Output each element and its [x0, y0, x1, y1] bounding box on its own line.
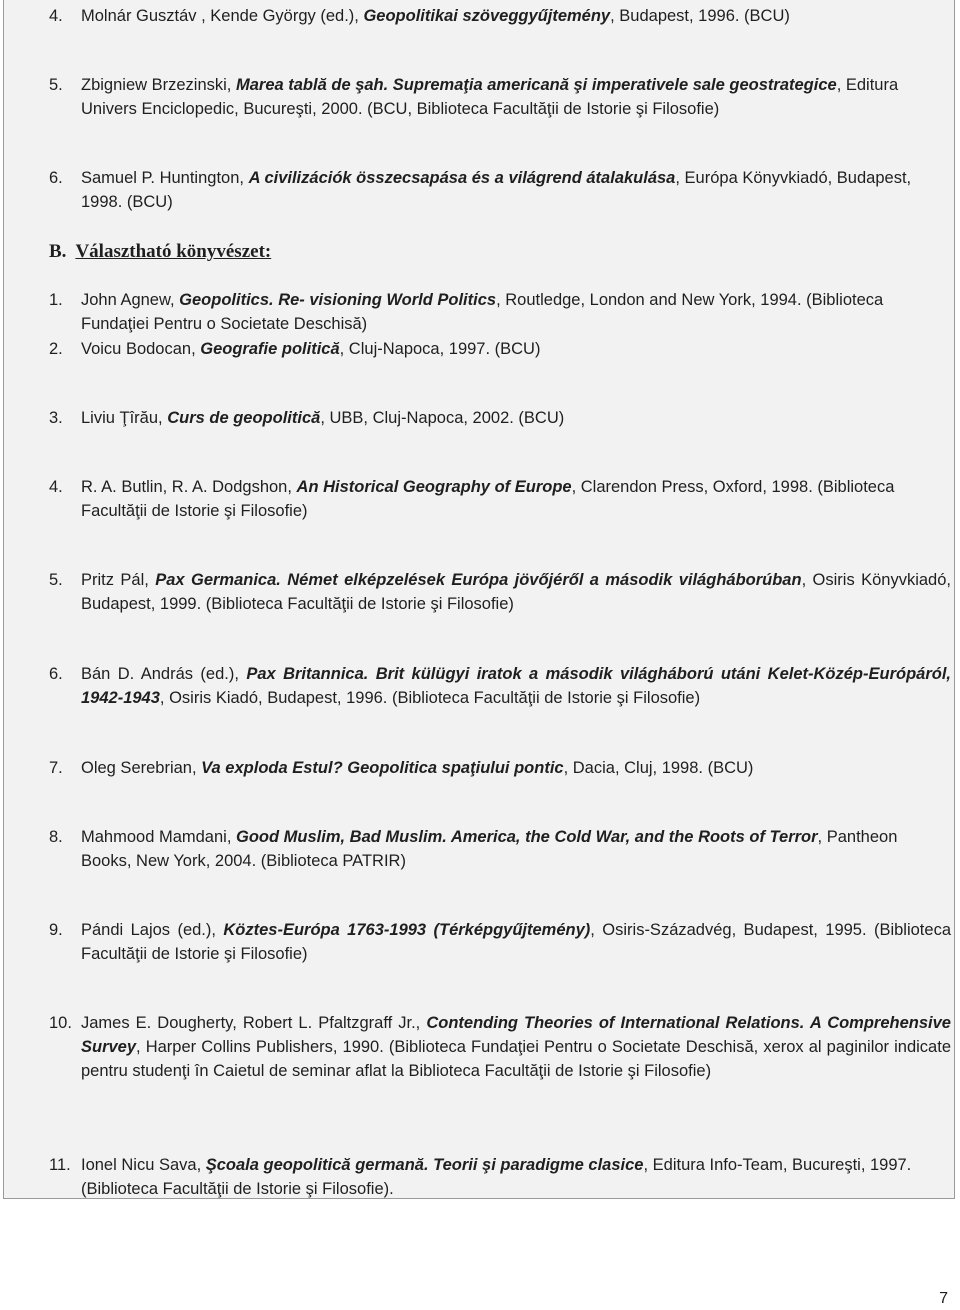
entry-text [81, 918, 951, 966]
citation-text: , Routledge, London and New York, 1994. (Biblioteca Fundaţiei Pentru o Societate Deschisă) [81, 291, 884, 333]
citation-text: Voicu Bodocan, [81, 340, 201, 358]
work-title: An Historical Geography of Europe [296, 478, 572, 496]
optional-entry-11: 11. Ionel Nicu Sava, Şcoala geopolitică germană. Teorii şi paradigme clasice, Editura Info-Team, Bucureşti, 1997. (Biblioteca Facultăţii de Istorie şi Filosofie). [49, 1153, 951, 1201]
work-title: Pax Germanica. Német elképzelések Európa jövőjéről a második világháborúban [155, 571, 802, 589]
optional-entry-6: 6. Bán D. András (ed.), Pax Britannica. Brit külügyi iratok a második világháború utáni Kelet-Közép-Európáról, 1942-1943, Osiris Kiadó, Budapest, 1996. (Biblioteca Facultăţii de Istorie şi Filosofie) [49, 662, 951, 710]
citation-text: Bán D. András (ed.), [81, 665, 247, 683]
optional-entry-7: 7. Oleg Serebrian, Va exploda Estul? Geopolitica spaţiului pontic, Dacia, Cluj, 1998. (BCU) [49, 756, 951, 780]
entry-text [81, 1153, 951, 1201]
citation-text: , Pantheon Books, New York, 2004. (Biblioteca PATRIR) [81, 828, 898, 870]
document-frame [3, 0, 955, 1199]
entry-text [81, 406, 951, 430]
entry-text [81, 1011, 951, 1083]
citation-text: , Cluj-Napoca, 1997. (BCU) [339, 340, 541, 358]
citation-text: , Osiris Könyvkiadó, Budapest, 1999. (Biblioteca Facultăţii de Istorie şi Filosofie) [81, 571, 951, 613]
entry-text [81, 756, 951, 780]
optional-entry-8: 8. Mahmood Mamdani, Good Muslim, Bad Muslim. America, the Cold War, and the Roots of Terror, Pantheon Books, New York, 2004. (Biblioteca PATRIR) [49, 825, 951, 873]
required-entry-5: 5. Zbigniew Brzezinski, Marea tablă de şah. Supremaţia americană şi imperativele sale geostrategice, Editura Univers Enciclopedic, Bucureşti, 2000. (BCU, Biblioteca Facultăţii de Istorie şi Filosofie) [49, 73, 951, 121]
citation-text: Pándi Lajos (ed.), [81, 921, 224, 939]
citation-text: , Harper Collins Publishers, 1990. (Biblioteca Fundaţiei Pentru o Societate Deschisă, xerox al paginilor indicate pentru studenţi în Caietul de seminar aflat la Biblioteca Facultăţii de Istorie şi Filosofie) [81, 1038, 951, 1080]
citation-text: , Editura Univers Enciclopedic, Bucureşti, 2000. (BCU, Biblioteca Facultăţii de Istorie şi Filosofie) [81, 76, 899, 118]
optional-entry-4: 4. R. A. Butlin, R. A. Dodgshon, An Historical Geography of Europe, Clarendon Press, Oxford, 1998. (Biblioteca Facultăţii de Istorie şi Filosofie) [49, 475, 951, 523]
required-entry-4: 4. Molnár Gusztáv , Kende György (ed.), Geopolitikai szöveggyűjtemény, Budapest, 1996. (BCU) [49, 4, 951, 28]
page-number: 7 [939, 1290, 948, 1307]
entry-text [81, 288, 951, 336]
section-heading: B. Választható könyvészet: [49, 241, 272, 262]
citation-text: Ionel Nicu Sava, [81, 1156, 206, 1174]
work-title: Geografie politică [200, 340, 340, 358]
citation-text: Mahmood Mamdani, [81, 828, 236, 846]
work-title: Va exploda Estul? Geopolitica spaţiului pontic [201, 759, 564, 777]
entry-text [81, 73, 951, 121]
citation-text: John Agnew, [81, 291, 180, 309]
citation-text: Oleg Serebrian, [81, 759, 202, 777]
work-title: Geopolitikai szöveggyűjtemény [363, 7, 611, 25]
citation-text: Molnár Gusztáv , Kende György (ed.), [81, 7, 364, 25]
work-title: Pax Britannica. Brit külügyi iratok a második világháború utáni Kelet-Közép-Európáról, 1942-1943 [81, 665, 952, 707]
entry-text [81, 662, 951, 710]
citation-text: , Editura Info-Team, Bucureşti, 1997. (Biblioteca Facultăţii de Istorie şi Filosofie). [81, 1156, 912, 1198]
optional-entry-10: 10. James E. Dougherty, Robert L. Pfaltzgraff Jr., Contending Theories of International Relations. A Comprehensive Survey, Harper Collins Publishers, 1990. (Biblioteca Fundaţiei Pentru o Societate Deschisă, xerox al paginilor indicate pentru studenţi în Caietul de seminar aflat la Biblioteca Facultăţii de Istorie şi Filosofie) [49, 1011, 951, 1083]
citation-text: , Clarendon Press, Oxford, 1998. (Biblioteca Facultăţii de Istorie şi Filosofie) [81, 478, 895, 520]
work-title: Şcoala geopolitică germană. Teorii şi paradigme clasice [205, 1156, 644, 1174]
work-title: Marea tablă de şah. Supremaţia americană şi imperativele sale geostrategice [235, 76, 837, 94]
optional-entry-9: 9. Pándi Lajos (ed.), Köztes-Európa 1763-1993 (Térképgyűjtemény), Osiris-Századvég, Budapest, 1995. (Biblioteca Facultăţii de Istorie şi Filosofie) [49, 918, 951, 966]
entry-text [81, 475, 951, 523]
citation-text: , Budapest, 1996. (BCU) [610, 7, 790, 25]
work-title: Geopolitics. Re- visioning World Politics [179, 291, 497, 309]
citation-text: R. A. Butlin, R. A. Dodgshon, [81, 478, 297, 496]
citation-text: Zbigniew Brzezinski, [81, 76, 236, 94]
citation-text: , Osiris Kiadó, Budapest, 1996. (Biblioteca Facultăţii de Istorie şi Filosofie) [159, 689, 701, 707]
work-title: A civilizációk összecsapása és a világrend átalakulása [248, 169, 676, 187]
citation-text: Liviu Ţîrău, [81, 409, 168, 427]
optional-entry-5: 5. Pritz Pál, Pax Germanica. Német elképzelések Európa jövőjéről a második világháborúban, Osiris Könyvkiadó, Budapest, 1999. (Biblioteca Facultăţii de Istorie şi Filosofie) [49, 568, 951, 616]
entry-text [81, 825, 951, 873]
work-title: Good Muslim, Bad Muslim. America, the Cold War, and the Roots of Terror [236, 828, 818, 846]
entry-text [81, 166, 951, 214]
citation-text: , UBB, Cluj-Napoca, 2002. (BCU) [320, 409, 565, 427]
optional-entry-2: 2. Voicu Bodocan, Geografie politică, Cluj-Napoca, 1997. (BCU) [49, 337, 951, 361]
citation-text: James E. Dougherty, Robert L. Pfaltzgraff Jr., [81, 1014, 427, 1032]
citation-text: Pritz Pál, [81, 571, 156, 589]
optional-entry-1: 1. John Agnew, Geopolitics. Re- visioning World Politics, Routledge, London and New York, 1994. (Biblioteca Fundaţiei Pentru o Societate Deschisă) [49, 288, 951, 336]
citation-text: , Európa Könyvkiadó, Budapest, 1998. (BCU) [81, 169, 912, 211]
entry-text [81, 568, 951, 616]
work-title: Köztes-Európa 1763-1993 (Térképgyűjtemény) [223, 921, 591, 939]
work-title: Contending Theories of International Relations. A Comprehensive Survey [81, 1014, 951, 1056]
work-title: Curs de geopolitică [167, 409, 321, 427]
citation-text: , Dacia, Cluj, 1998. (BCU) [563, 759, 754, 777]
optional-entry-3: 3. Liviu Ţîrău, Curs de geopolitică, UBB, Cluj-Napoca, 2002. (BCU) [49, 406, 951, 430]
entry-text [81, 337, 951, 361]
required-entry-6: 6. Samuel P. Huntington, A civilizációk összecsapása és a világrend átalakulása, Európa Könyvkiadó, Budapest, 1998. (BCU) [49, 166, 951, 214]
citation-text: Samuel P. Huntington, [81, 169, 249, 187]
citation-text: , Osiris-Századvég, Budapest, 1995. (Biblioteca Facultăţii de Istorie şi Filosofie) [81, 921, 951, 963]
entry-text [81, 4, 951, 28]
